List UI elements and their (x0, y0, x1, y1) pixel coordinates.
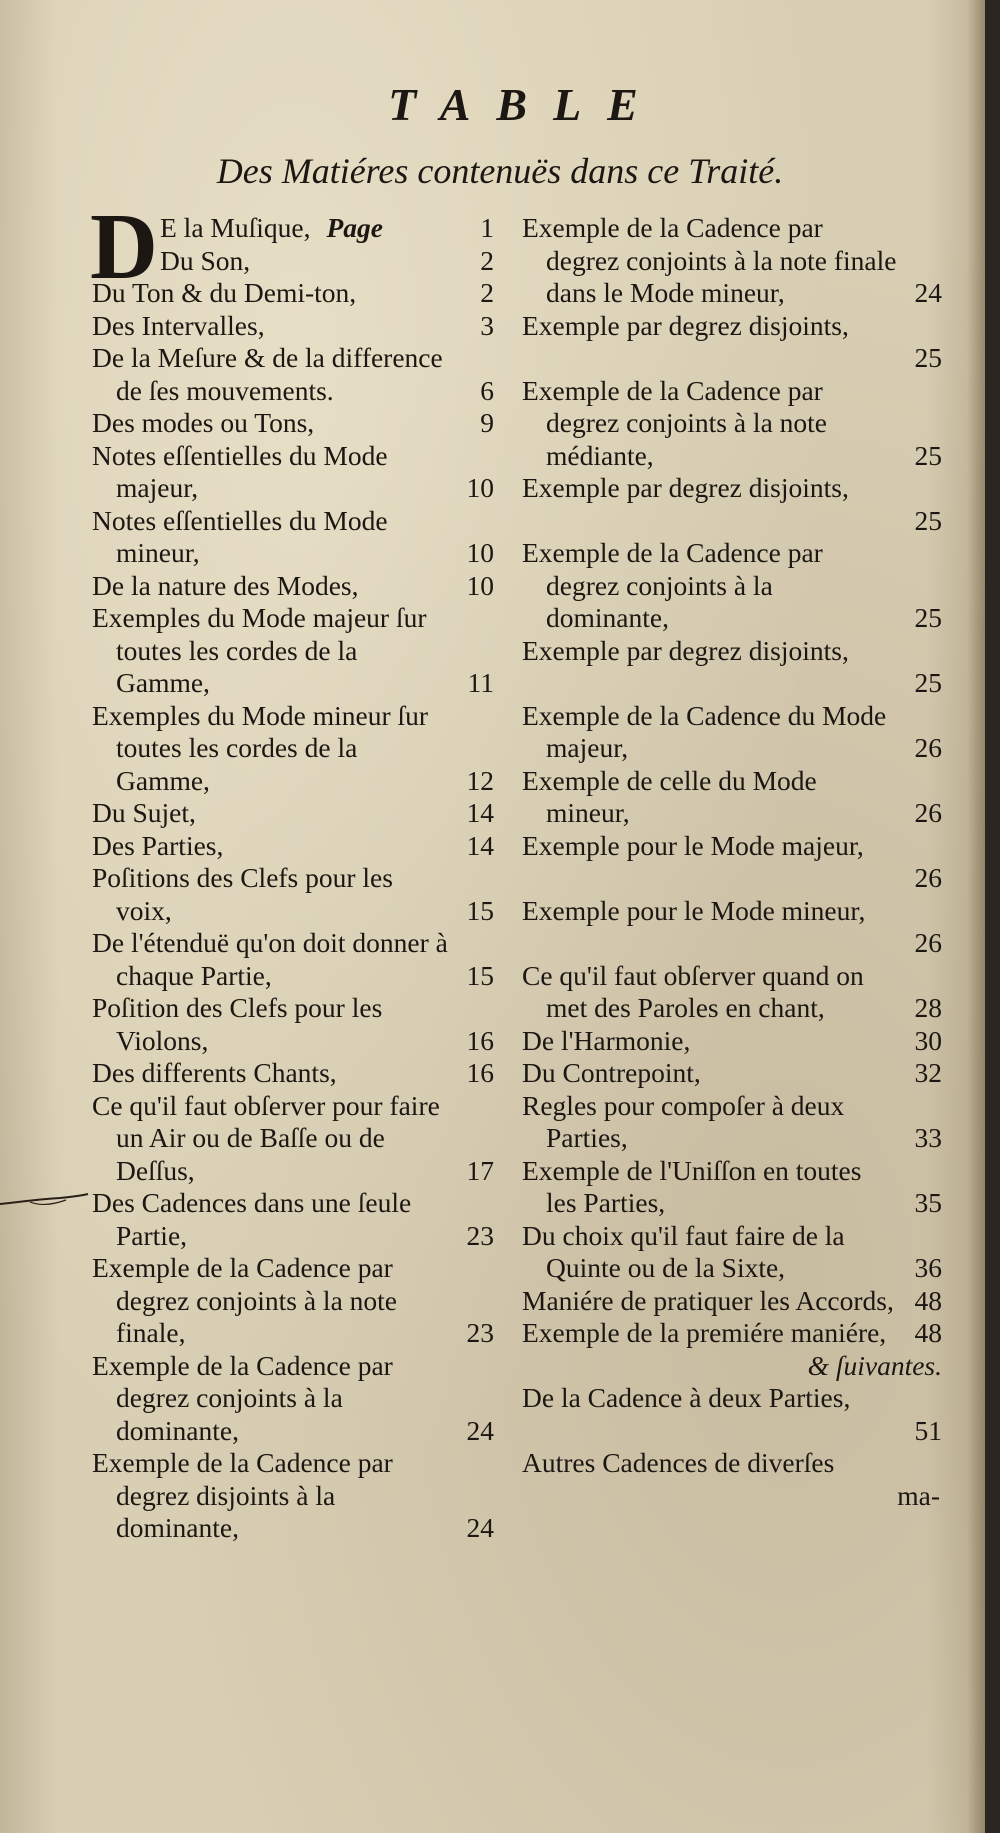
toc-entry-page: 17 (466, 1154, 494, 1186)
toc-entry-text: Des differents Chants, (92, 1057, 337, 1088)
toc-continuation: & ſuivantes. (807, 1349, 942, 1381)
toc-entry-text: Exemple de la Cadence par degrez conjoints à la dominante, (92, 1349, 393, 1446)
toc-entry-text: Exemples du Mode majeur ſur toutes les cordes de la Gamme, (92, 602, 427, 698)
toc-entry-text: Exemple pour le Mode majeur, (522, 829, 864, 861)
margin-pen-mark (0, 1190, 92, 1210)
toc-entry-page: 16 (466, 1024, 494, 1056)
toc-entry-page: 10 (466, 569, 494, 601)
toc-entry (522, 1447, 942, 1480)
toc-entry-page: 36 (914, 1252, 942, 1283)
toc-entry-text: Du choix qu'il faut faire de la Quinte ou de la Sixte, (522, 1219, 845, 1283)
toc-entry-text: Exemple de celle du Mode mineur, (522, 764, 817, 828)
toc-entry (522, 1057, 942, 1090)
toc-entry-text: Des Intervalles, (92, 309, 265, 341)
toc-entry-text: De la Cadence à deux Parties, (522, 1382, 851, 1413)
toc-entry-text: De la nature des Modes, (92, 569, 359, 601)
toc-entry (92, 830, 494, 863)
toc-entry-text: Exemple de la premiére maniére, (522, 1317, 887, 1348)
toc-entry-page: 14 (466, 829, 494, 861)
toc-left-column (90, 195, 494, 1545)
toc-entry-text: Ce qu'il faut obſerver quand on met des Paroles en chant, (522, 959, 864, 1023)
toc-entry-page: 11 (467, 667, 494, 698)
toc-entry (522, 765, 942, 830)
toc-entry-page: 32 (914, 1057, 942, 1088)
toc-right-entries (522, 212, 942, 1480)
toc-entry-text: Regles pour compoſer à deux Parties, (522, 1089, 845, 1153)
toc-entry-text: De l'Harmonie, (522, 1024, 691, 1056)
toc-entry-page: 28 (914, 992, 942, 1023)
toc-entry-text: Exemple de la Cadence par degrez conjoints à la note finale dans le Mode mineur, (522, 212, 897, 308)
toc-entry (92, 1090, 494, 1188)
toc-entry-page: 2 (480, 244, 494, 276)
toc-entry-text: Notes eſſentielles du Mode majeur, (92, 439, 388, 503)
toc-entry-text: Maniére de pratiquer les Accords, (522, 1284, 894, 1316)
toc-entry-page: 15 (466, 959, 494, 991)
toc-entry-page: 23 (466, 1219, 494, 1251)
toc-entry-text: Poſitions des Clefs pour les voix, (92, 862, 393, 926)
toc-entry (522, 895, 942, 960)
toc-entry (92, 700, 494, 798)
toc-entry-text: Autres Cadences de diverſes (522, 1447, 835, 1478)
toc-entry-page: 26 (914, 862, 942, 893)
page-subtitle: Des Matiéres contenuës dans ce Traité. (216, 151, 784, 191)
toc-entry (92, 1057, 494, 1090)
toc-entry-text: Du Contrepoint, (522, 1057, 701, 1088)
toc-entry-text: Des Parties, (92, 829, 224, 861)
toc-entry-text: Du Ton & du Demi-ton, (92, 277, 357, 308)
toc-entry-page: 25 (914, 342, 942, 373)
toc-entry (522, 212, 942, 310)
toc-entry-text: Ce qu'il faut obſerver pour faire un Air ou de Baſſe ou de Deſſus, (92, 1089, 440, 1186)
toc-entry (92, 927, 494, 992)
toc-entry-text: Exemple de la Cadence par degrez conjoints à la note finale, (92, 1252, 398, 1348)
toc-entry-page: 23 (466, 1317, 494, 1348)
toc-entry (522, 1155, 942, 1220)
toc-entry-page: 26 (914, 797, 942, 828)
toc-entry (92, 505, 494, 570)
toc-entry-text: Exemple par degrez disjoints, (522, 634, 849, 666)
toc-entry-page: 15 (466, 894, 494, 926)
toc-entry-page: 12 (466, 764, 494, 796)
toc-entry-text: Du Son, (160, 244, 251, 276)
toc-entry-page: 10 (466, 537, 494, 568)
page-title: TABLE (388, 79, 664, 130)
toc-entry (522, 1025, 942, 1058)
toc-entry-text: Exemple par degrez disjoints, (522, 472, 849, 503)
toc-right-column (522, 212, 942, 1512)
toc-entry (522, 537, 942, 635)
toc-entry-text: Exemples du Mode mineur ſur toutes les cordes de la Gamme, (92, 699, 429, 796)
toc-entry-text: Notes eſſentielles du Mode mineur, (92, 504, 388, 568)
toc-entry-page: 1 (480, 212, 494, 243)
toc-entry (522, 1317, 942, 1350)
toc-entry-text: Exemple par degrez disjoints, (522, 309, 849, 341)
toc-entry-text: Des modes ou Tons, (92, 407, 315, 438)
toc-entry (522, 375, 942, 473)
toc-entry (92, 1350, 494, 1448)
toc-entry-page: 25 (914, 439, 942, 471)
toc-entry-page: 6 (480, 374, 494, 406)
toc-entry-page: 25 (914, 667, 942, 698)
page-edge-shadow (967, 0, 985, 1833)
toc-entry-text: Exemple de la Cadence par degrez disjoints à la dominante, (92, 1447, 393, 1543)
toc-entry-page: 25 (914, 602, 942, 633)
toc-entry-text: De la Meſure & de la difference de ſes mouvements. (92, 342, 443, 406)
toc-entry (92, 342, 494, 407)
toc-entry (522, 830, 942, 895)
toc-entry (522, 1350, 942, 1383)
toc-entry-page: 26 (914, 732, 942, 763)
toc-left-entries (92, 245, 494, 1545)
toc-entry-text: E la Muſique, Page (160, 212, 383, 243)
toc-entry (92, 277, 494, 310)
toc-entry (522, 472, 942, 537)
toc-entry-text: Exemple de la Cadence par degrez conjoints à la dominante, (522, 537, 823, 633)
toc-entry (92, 1447, 494, 1545)
drop-capital: D (90, 195, 158, 299)
toc-entry-page: 24 (466, 1512, 494, 1543)
catchword: ma- (897, 1479, 940, 1511)
toc-entry-text: Exemple de l'Uniſſon en toutes les Parties, (522, 1154, 862, 1218)
toc-entry-page: 9 (480, 407, 494, 438)
toc-entry-text: Poſition des Clefs pour les Violons, (92, 992, 383, 1056)
toc-entry-page: 35 (914, 1187, 942, 1218)
toc-entry (522, 1382, 942, 1447)
toc-entry-page: 51 (914, 1414, 942, 1446)
toc-entry (92, 797, 494, 830)
toc-entry (92, 570, 494, 603)
toc-entry-page: 24 (914, 277, 942, 308)
toc-entry (522, 635, 942, 700)
toc-entry-text: De l'étenduë qu'on doit donner à chaque Partie, (92, 927, 448, 991)
toc-entry-page: 3 (480, 309, 494, 341)
toc-entry (92, 602, 494, 700)
toc-entry-page: 24 (466, 1414, 494, 1446)
toc-entry-page: 25 (914, 504, 942, 536)
toc-entry-page: 30 (914, 1024, 942, 1056)
toc-entry (92, 310, 494, 343)
toc-entry-page: 48 (914, 1284, 942, 1316)
page-label: Page (326, 212, 383, 243)
toc-entry (92, 992, 494, 1057)
toc-entry (92, 1252, 494, 1350)
toc-entry (522, 1220, 942, 1285)
toc-entry (522, 700, 942, 765)
toc-entry-page: 48 (914, 1317, 942, 1348)
toc-entry-text: Des Cadences dans une ſeule Partie, (92, 1187, 412, 1251)
toc-entry (522, 1090, 942, 1155)
toc-entry (522, 1285, 942, 1318)
toc-entry (92, 862, 494, 927)
toc-entry-page: 33 (914, 1122, 942, 1153)
toc-entry-text: Exemple de la Cadence du Mode majeur, (522, 699, 887, 763)
toc-entry-page: 14 (466, 797, 494, 828)
toc-entry-text: Du Sujet, (92, 797, 196, 828)
toc-entry (92, 1187, 494, 1252)
toc-entry (92, 440, 494, 505)
toc-entry-text: Exemple pour le Mode mineur, (522, 894, 866, 926)
toc-entry (92, 407, 494, 440)
toc-entry-page: 10 (466, 472, 494, 503)
toc-entry (522, 310, 942, 375)
toc-entry-page: 2 (480, 277, 494, 308)
toc-entry-page: 26 (914, 927, 942, 958)
toc-entry (522, 960, 942, 1025)
toc-entry-page: 16 (466, 1057, 494, 1088)
toc-entry (92, 245, 494, 278)
toc-entry-text: Exemple de la Cadence par degrez conjoints à la note médiante, (522, 374, 828, 471)
